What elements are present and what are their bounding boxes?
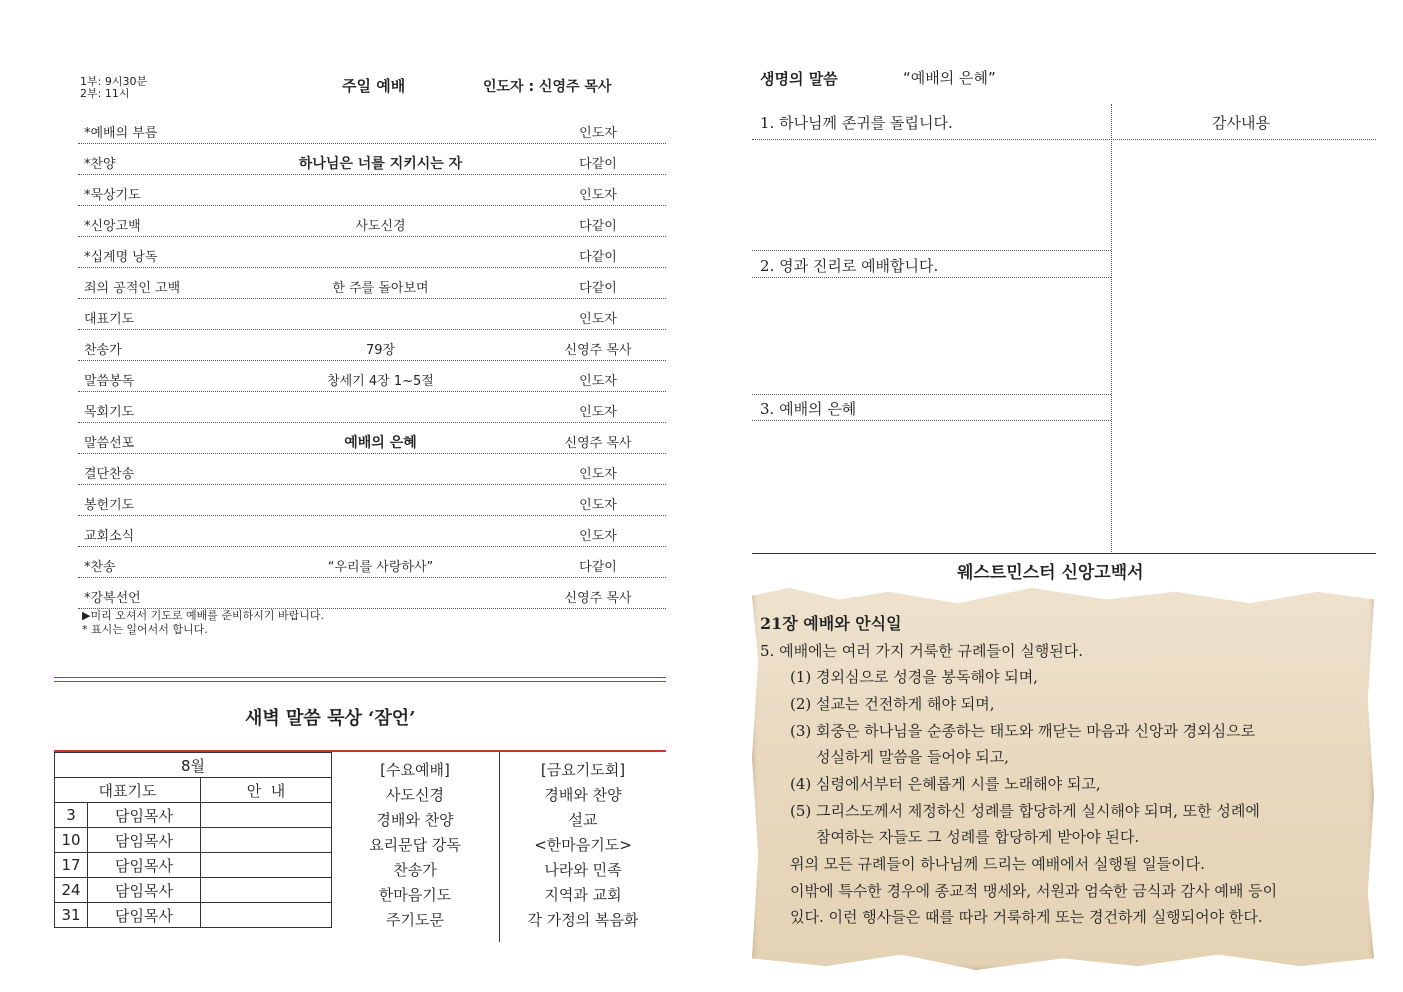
order-item-by: 다같이 <box>579 157 617 172</box>
note-prepare: ▶미리 오셔서 기도로 예배를 준비하시기 바랍니다. <box>82 609 324 622</box>
confession-line: (4) 심령에서부터 은혜롭게 시를 노래해야 되고, <box>790 775 1101 793</box>
who-cell: 담임목사 <box>88 878 201 903</box>
order-item-name: *십계명 낭독 <box>84 250 158 265</box>
wed-item: 요리문답 강독 <box>369 836 461 854</box>
order-item-content: “우리를 사랑하사” <box>327 560 434 575</box>
order-item-name: 목회기도 <box>84 405 135 420</box>
wed-item: 사도신경 <box>386 786 444 804</box>
order-item-name: 말씀선포 <box>84 436 135 451</box>
order-item-content: 79장 <box>365 343 396 358</box>
order-item-name: *예배의 부름 <box>84 126 158 141</box>
order-item-name: *신앙고백 <box>84 219 141 234</box>
order-item-by: 인도자 <box>579 498 617 513</box>
table-row <box>55 903 332 928</box>
confession-chapter: 21장 예배와 안식일 <box>760 614 902 633</box>
order-item-content: 창세기 4장 1~5절 <box>327 374 434 389</box>
order-item-name: *찬양 <box>84 157 116 172</box>
notes-vertical-divider <box>1111 104 1112 554</box>
order-item-by: 다같이 <box>579 560 617 575</box>
confession-line: (5) 그리스도께서 제정하신 성례를 합당하게 실시해야 되며, 또한 성례에 <box>790 802 1260 820</box>
wed-item: 주기도문 <box>386 911 444 929</box>
order-item-by: 인도자 <box>579 126 617 141</box>
notes-line <box>752 394 1111 395</box>
confession-line: 참여하는 자들도 그 성례를 합당하게 받아야 된다. <box>816 828 1140 846</box>
order-item-content: 한 주를 돌아보며 <box>332 281 429 296</box>
order-item-name: 말씀봉독 <box>84 374 135 389</box>
day-cell: 10 <box>55 828 88 853</box>
order-row <box>78 392 666 423</box>
order-item-name: 대표기도 <box>84 312 135 327</box>
order-item-by: 인도자 <box>579 405 617 420</box>
wed-item: 경배와 찬양 <box>376 811 454 829</box>
order-item-by: 인도자 <box>579 529 617 544</box>
order-item-by: 신영주 목사 <box>564 591 632 606</box>
wednesday-column <box>332 752 498 933</box>
order-row <box>78 423 666 454</box>
notes-line <box>752 420 1111 421</box>
table-row <box>55 878 332 903</box>
divider-red-1 <box>54 677 666 678</box>
order-row <box>78 578 666 609</box>
order-row <box>78 113 666 144</box>
order-item-name: 결단찬송 <box>84 467 135 482</box>
fri-item: 나라와 민족 <box>544 861 622 879</box>
wed-title: [수요예배] <box>380 761 450 779</box>
table-row <box>55 828 332 853</box>
order-item-by: 신영주 목사 <box>564 343 632 358</box>
notes-line <box>752 277 1111 278</box>
table-row <box>55 853 332 878</box>
guide-cell <box>201 878 332 903</box>
order-item-by: 인도자 <box>579 188 617 203</box>
sermon-point-1: 1. 하나님께 존귀를 돌립니다. <box>760 114 953 132</box>
order-row <box>78 175 666 206</box>
order-row <box>78 330 666 361</box>
order-item-name: 찬송가 <box>84 343 122 358</box>
order-item-name: 봉헌기도 <box>84 498 135 513</box>
order-row <box>78 361 666 392</box>
sermon-point-3: 3. 예배의 은혜 <box>760 400 857 418</box>
order-item-name: 죄의 공적인 고백 <box>84 281 181 296</box>
service-time-2: 2부: 11시 <box>80 87 130 100</box>
confession-line: (2) 설교는 건전하게 해야 되며, <box>790 695 995 713</box>
wed-item: 찬송가 <box>393 861 437 879</box>
confession-line: 성실하게 말씀을 들어야 되고, <box>816 748 1009 766</box>
confession-line: 이밖에 특수한 경우에 종교적 맹세와, 서원과 엄숙한 금식과 감사 예배 등이 <box>790 882 1278 900</box>
order-row <box>78 237 666 268</box>
dawn-title: 새벽 말씀 묵상 ‘잠언’ <box>245 708 416 729</box>
confession-line: 있다. 이런 행사들은 때를 따라 거룩하게 또는 경건하게 실행되어야 한다. <box>790 908 1263 926</box>
order-item-by: 인도자 <box>579 467 617 482</box>
wed-item: 한마음기도 <box>378 886 452 904</box>
order-row <box>78 516 666 547</box>
order-row <box>78 268 666 299</box>
confession-line: (3) 회중은 하나님을 순종하는 태도와 깨닫는 마음과 신앙과 경외심으로 <box>790 722 1256 740</box>
note-stand: * 표시는 일어서서 합니다. <box>82 623 208 636</box>
notes-line <box>752 139 1376 140</box>
header-prayer: 대표기도 <box>55 778 201 803</box>
table-row <box>55 803 332 828</box>
confession-title: 웨스트민스터 신앙고백서 <box>957 563 1144 583</box>
order-item-content: 사도신경 <box>355 219 406 234</box>
fri-item: 각 가정의 복음화 <box>527 911 639 929</box>
who-cell: 담임목사 <box>88 903 201 928</box>
order-item-by: 인도자 <box>579 312 617 327</box>
day-cell: 31 <box>55 903 88 928</box>
order-item-by: 신영주 목사 <box>564 436 632 451</box>
prayer-schedule-table <box>54 752 332 928</box>
order-item-name: 교회소식 <box>84 529 135 544</box>
order-item-name: *찬송 <box>84 560 116 575</box>
month-label: 8월 <box>55 753 332 778</box>
sermon-label: 생명의 말씀 <box>760 70 838 88</box>
section-divider <box>752 553 1376 554</box>
order-item-content: 하나님은 너를 지키시는 자 <box>298 156 463 172</box>
friday-column <box>500 752 666 933</box>
order-row <box>78 299 666 330</box>
order-item-name: *묵상기도 <box>84 188 141 203</box>
order-item-name: *강복선언 <box>84 591 141 606</box>
order-row <box>78 206 666 237</box>
order-item-by: 다같이 <box>579 250 617 265</box>
service-leader: 인도자 : 신영주 목사 <box>483 79 612 95</box>
day-cell: 17 <box>55 853 88 878</box>
guide-cell <box>201 828 332 853</box>
notes-line <box>752 250 1111 251</box>
fri-item: <한마음기도> <box>534 836 632 854</box>
header-guide: 안 내 <box>201 778 332 803</box>
order-row <box>78 547 666 578</box>
order-item-content: 예배의 은혜 <box>344 435 417 451</box>
divider-red-2 <box>54 681 666 682</box>
who-cell: 담임목사 <box>88 828 201 853</box>
order-item-by: 다같이 <box>579 281 617 296</box>
sermon-point-2: 2. 영과 진리로 예배합니다. <box>760 257 939 275</box>
fri-item: 지역과 교회 <box>544 886 622 904</box>
service-title: 주일 예배 <box>342 77 406 95</box>
who-cell: 담임목사 <box>88 853 201 878</box>
confession-line: (1) 경외심으로 성경을 봉독해야 되며, <box>790 668 1038 686</box>
order-row <box>78 454 666 485</box>
order-item-by: 인도자 <box>579 374 617 389</box>
guide-cell <box>201 803 332 828</box>
order-row <box>78 485 666 516</box>
day-cell: 3 <box>55 803 88 828</box>
thanks-header: 감사내용 <box>1212 114 1270 132</box>
order-row <box>78 144 666 175</box>
service-time-1: 1부: 9시30분 <box>80 75 148 88</box>
fri-title: [금요기도회] <box>540 761 626 779</box>
fri-item: 설교 <box>568 811 598 829</box>
order-item-by: 다같이 <box>579 219 617 234</box>
day-cell: 24 <box>55 878 88 903</box>
fri-item: 경배와 찬양 <box>544 786 622 804</box>
confession-line: 5. 예배에는 여러 가지 거룩한 규례들이 실행된다. <box>760 642 1083 660</box>
confession-line: 위의 모든 규례들이 하나님께 드리는 예배에서 실행될 일들이다. <box>790 855 1205 873</box>
guide-cell <box>201 853 332 878</box>
who-cell: 담임목사 <box>88 803 201 828</box>
guide-cell <box>201 903 332 928</box>
sermon-title: “예배의 은혜” <box>903 69 996 87</box>
